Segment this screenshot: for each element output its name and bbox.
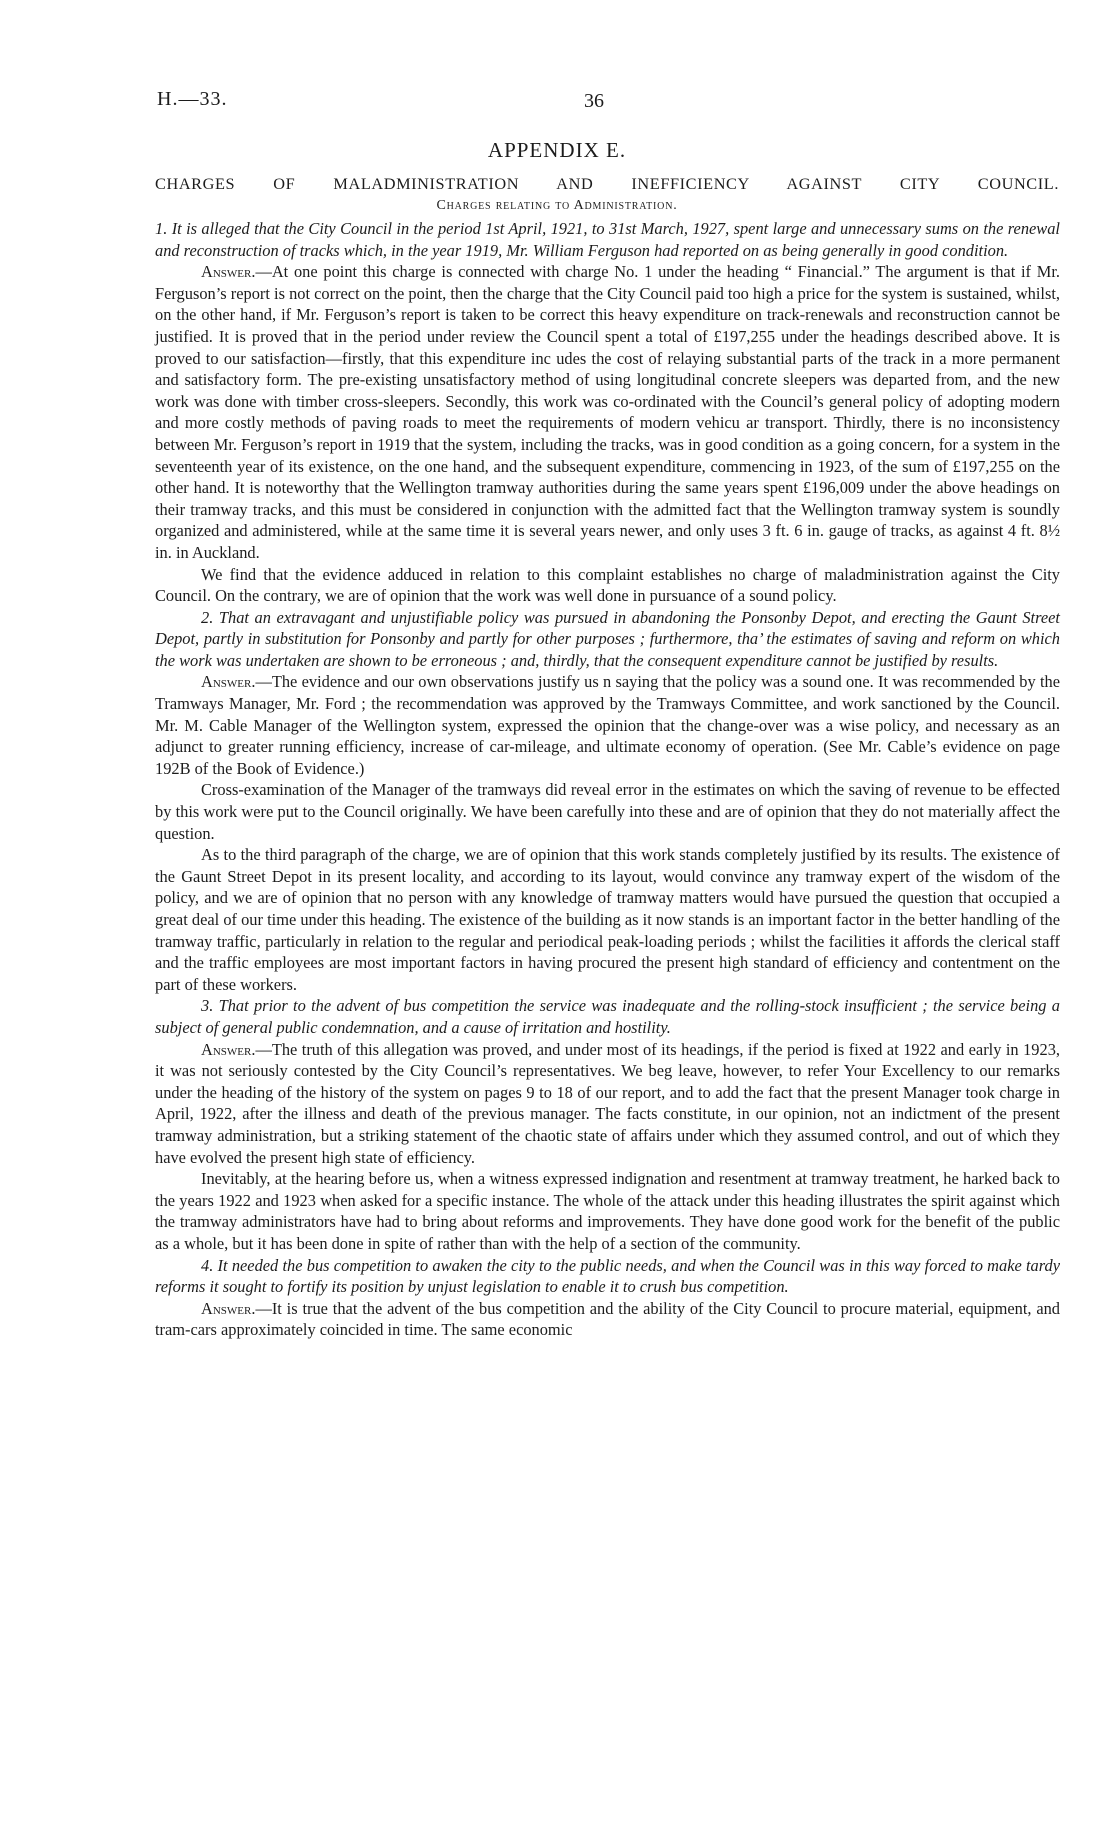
answer-label: Answer. xyxy=(201,1298,256,1318)
answer-3 xyxy=(155,1039,1060,1169)
paragraph-text: Cross-examination of the Manager of the tramways did reveal error in the estimates on which the saving of revenue to be effected by this work were put to the Council originally. We have been carefully into these and are of opinion that they do not materially affect the question. xyxy=(155,780,1060,843)
paragraph-text: Inevitably, at the hearing before us, when a witness expressed indignation and resentment at tramway treatment, he harked back to the years 1922 and 1923 when asked for a specific instance. The whole of the attack under this heading illustrates the spirit against which the tramway administrators have had to bring about reforms and improvements. They have done good work for the benefit of the public as a whole, but it has been done in spite of rather than with the help of a section of the community. xyxy=(155,1169,1060,1253)
answer-label: Answer. xyxy=(201,262,256,282)
charge-4-text: 4. It needed the bus competition to awaken the city to the public needs, and when the Council was in this way forced to make tardy reforms it sought to fortify its position by unjust legislation to enable it to crush bus competition. xyxy=(155,1255,1060,1297)
main-title: CHARGES OF MALADMINISTRATION AND INEFFICIENCY AGAINST CITY COUNCIL. xyxy=(155,174,1059,193)
answer-3-text: —The truth of this allegation was proved, and under most of its headings, if the period is fixed at 1922 and early in 1923, it was not seriously contested by the City Council’s representatives. We beg leave, however, to refer Your Excellency to our remarks under the heading of the history of the system on pages 9 to 18 of our report, and to add the fact that the present Manager took charge in April, 1922, after the illness and death of the previous manager. The facts constitute, in our opinion, not an indictment of the present tramway administration, but a striking statement of the chaotic state of affairs under which they assumed control, and out of which they have evolved the present high state of efficiency. xyxy=(155,1039,1060,1167)
paragraph-text: We find that the evidence adduced in relation to this complaint establishes no charge of maladministration against the City Council. On the contrary, we are of opinion that the work was well done in pursuance of a sound policy. xyxy=(155,564,1060,606)
document-code: H.—33. xyxy=(157,88,228,110)
paragraph xyxy=(155,564,1060,607)
answer-1 xyxy=(155,261,1060,563)
paragraph xyxy=(155,779,1060,844)
charge-2-text: 2. That an extravagant and unjustifiable policy was pursued in abandoning the Ponsonby Depot, and erecting the Gaunt Street Depot, partly in substitution for Ponsonby and partly for other purposes ; furthermore, tha’ the estimates of saving and reform on which the work was undertaken are shown to be erroneous ; and, thirdly, that the consequent expenditure cannot be justified by results. xyxy=(155,607,1060,670)
paragraph xyxy=(155,844,1060,995)
page-number: 36 xyxy=(584,90,604,112)
paragraph-text: As to the third paragraph of the charge, we are of opinion that this work stands completely justified by its results. The existence of the Gaunt Street Depot in its present locality, and according to its layout, would convince any tramway expert of the wisdom of the policy, and we are of opinion that no person with any knowledge of tramway matters would have pursued the question that occupied a great deal of our time under this heading. The existence of the building as it now stands is an important factor in the better handling of the tramway traffic, particularly in relation to the regular and periodical peak-loading periods ; whilst the facilities it affords the clerical staff and the traffic employees are most important factors in having procured the present high standard of efficiency and contentment on the part of these workers. xyxy=(155,845,1060,994)
answer-label: Answer. xyxy=(201,1039,256,1059)
answer-label: Answer. xyxy=(201,672,256,692)
body-text xyxy=(155,218,1060,1341)
section-title: Charges relating to Administration. xyxy=(436,198,678,213)
charge-3-text: 3. That prior to the advent of bus competition the service was inadequate and the rolling-stock insufficient ; the service being a subject of general public condemnation, and a cause of irritation and hostility. xyxy=(155,996,1060,1037)
charge-1-text: 1. It is alleged that the City Council in the period 1st April, 1921, to 31st March, 1927, spent large and unnecessary sums on the renewal and reconstruction of tracks which, in the year 1919, Mr. William Ferguson had reported on as being generally in good condition. xyxy=(155,219,1060,260)
answer-2 xyxy=(155,671,1060,779)
paragraph xyxy=(155,1168,1060,1254)
answer-2-text: —The evidence and our own observations justify us n saying that the policy was a sound one. It was recommended by the Tramways Manager, Mr. Ford ; the recommendation was approved by the Tramways Committee, and work sanctioned by the Council. Mr. M. Cable Manager of the Wellington system, expressed the opinion that the change-over was a wise policy, and necessary as an adjunct to greater running efficiency, increase of car-mileage, and ultimate economy of operation. (See Mr. Cable’s evidence on page 192B of the Book of Evidence.) xyxy=(155,672,1060,778)
appendix-title: APPENDIX E. xyxy=(487,138,627,162)
answer-4 xyxy=(155,1298,1060,1341)
charge-2 xyxy=(155,607,1060,672)
charge-4 xyxy=(155,1255,1060,1298)
answer-1-text: —At one point this charge is connected with charge No. 1 under the heading “ Financial.” The argument is that if Mr. Ferguson’s report is not correct on the point, then the charge that the City Council paid too high a price for the system is sustained, whilst, on the other hand, if Mr. Ferguson’s report is taken to be correct this heavy expenditure on track-renewals and reconstruction cannot be justified. It is proved that in the period under review the Council spent a total of £197,255 under the headings described above. It is proved to our satisfaction—firstly, that this expenditure inc udes the cost of relaying substantial parts of the track in a more permanent and satisfactory form. The pre-existing unsatisfactory method of using longitudinal concrete sleepers was departed from, and the new work was done with timber cross-sleepers. Secondly, this work was co-ordinated with the Council’s general policy of adopting modern and more costly methods of paving roads to meet the requirements of modern vehicu ar transport. Thirdly, there is no inconsistency between Mr. Ferguson’s report in 1919 that the system, including the tracks, was in good condition as a going concern, for a system in the seventeenth year of its existence, on the one hand, and the subsequent expenditure, commencing in 1923, of the sum of £197,255 on the other hand. It is noteworthy that the Wellington tramway authorities during the same years spent £196,009 under the above headings on their tramway tracks, and this must be considered in conjunction with the admitted fact that the Wellington tramway system is soundly organized and administered, while at the same time it is several years newer, and only uses 3 ft. 6 in. gauge of tracks, as against 4 ft. 8½ in. in Auckland. xyxy=(155,262,1060,562)
charge-1 xyxy=(155,218,1060,261)
answer-4-text: —It is true that the advent of the bus competition and the ability of the City Council to procure material, equipment, and tram-cars approximately coincided in time. The same economic xyxy=(155,1298,1060,1340)
charge-3 xyxy=(155,995,1060,1038)
